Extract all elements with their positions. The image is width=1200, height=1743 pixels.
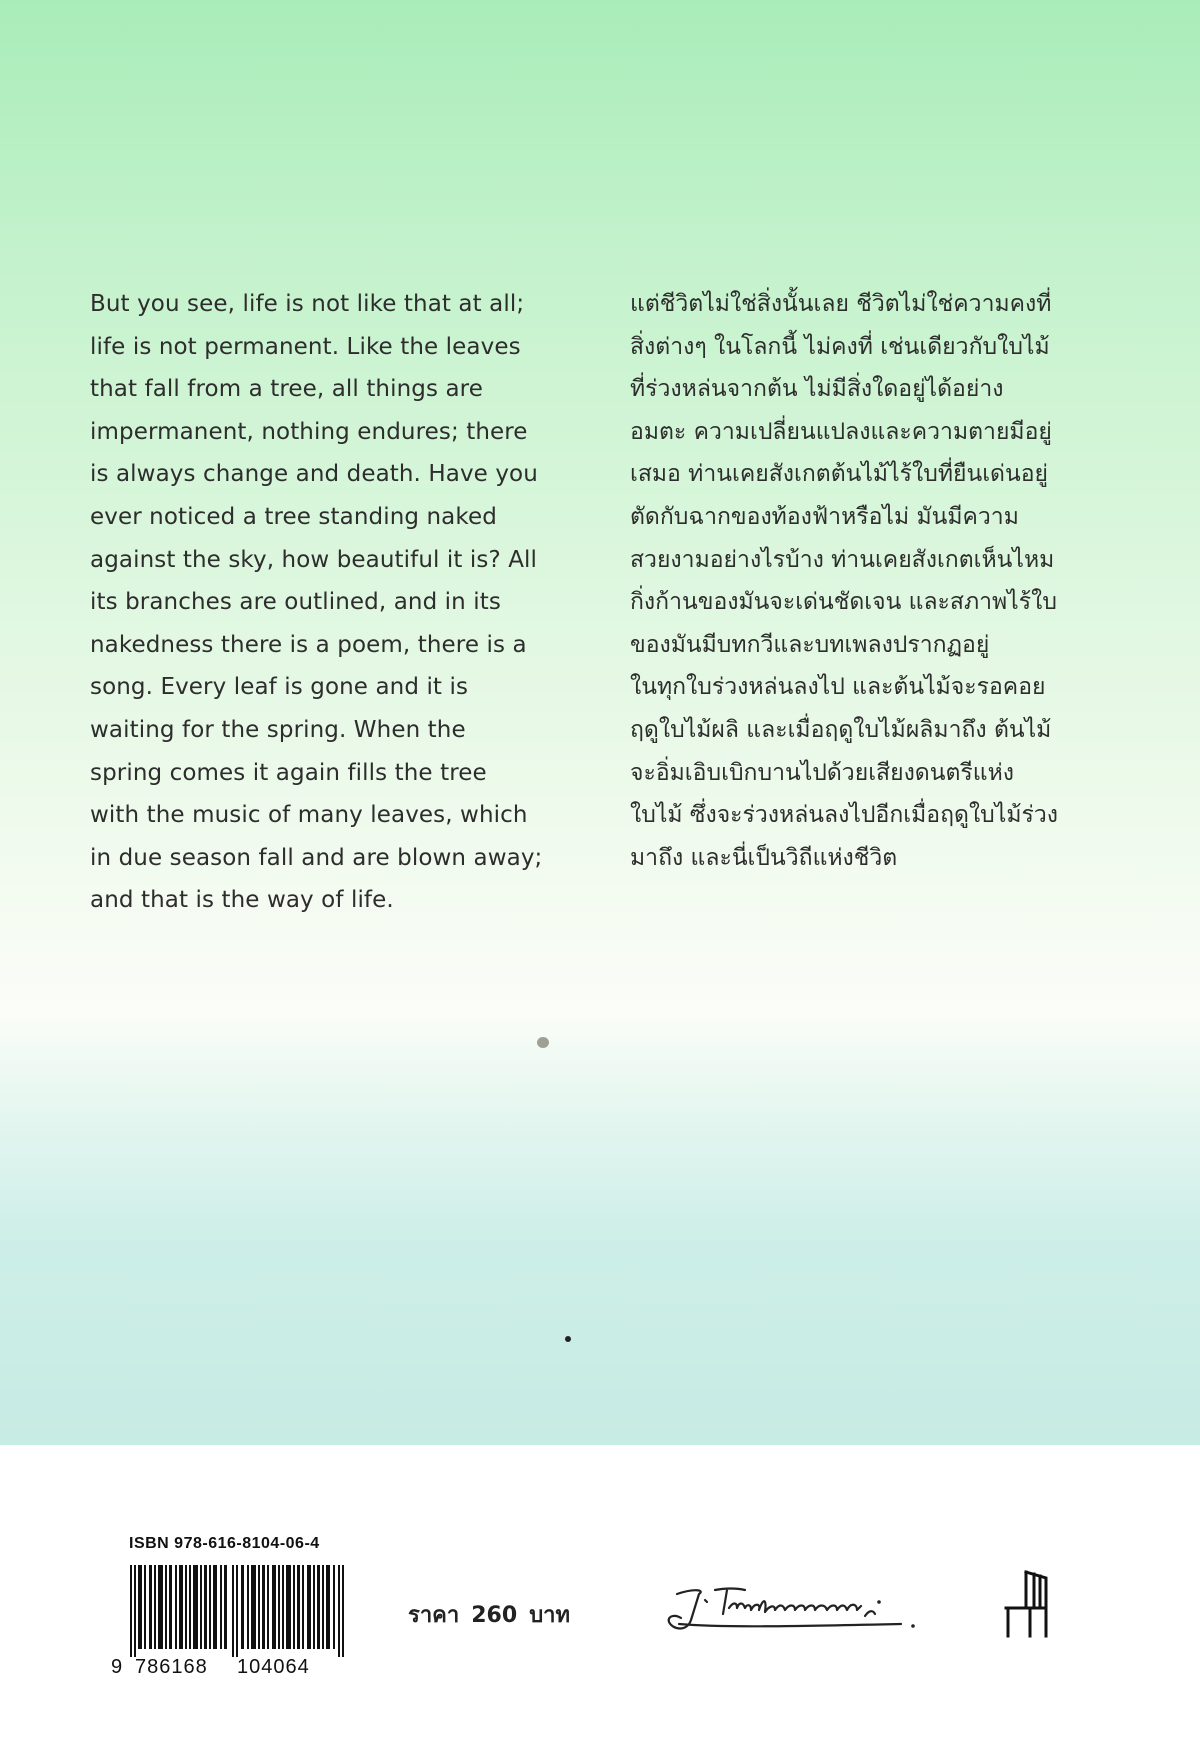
price-amount: 260 — [471, 1603, 518, 1628]
price-currency: บาท — [529, 1603, 571, 1628]
print-speck — [537, 1037, 549, 1048]
price-label: ราคา — [408, 1603, 460, 1628]
chair-icon — [1002, 1568, 1054, 1638]
print-speck — [565, 1336, 571, 1342]
barcode-icon — [130, 1565, 346, 1657]
krishnamurti-signature-icon — [665, 1580, 935, 1640]
english-passage: But you see, life is not like that at all; life is not permanent. Like the leaves that fall from a tree, all things are impermanent, nothing endures; there is always change and death. Have you ever noticed a tree standing naked against the sky, how beautiful it is? All its branches are outlined, and in its nakedness there is a poem, there is a song. Every leaf is gone and it is waiting for the spring. When the spring comes it again fills the tree with the music of many leaves, which in due season fall and are blown away; and that is the way of life. — [90, 291, 543, 914]
barcode-digit-group-1: 786168 — [135, 1656, 208, 1678]
barcode-digit-group-2: 104064 — [237, 1656, 310, 1678]
barcode-digit-first: 9 — [111, 1656, 123, 1678]
price — [408, 1597, 582, 1632]
thai-passage: แต่ชีวิตไม่ใช่สิ่งนั้นเลย ชีวิตไม่ใช่ความคงที่ สิ่งต่างๆ ในโลกนี้ ไม่คงที่ เช่นเดียวกับใบไม้ ที่ร่วงหล่นจากต้น ไม่มีสิ่งใดอยู่ได้อย่าง อมตะ ความเปลี่ยนแปลงและความตายมีอยู่ เสมอ ท่านเคยสังเกตต้นไม้ไร้ใบที่ยืนเด่นอยู่ ตัดกับฉากของท้องฟ้าหรือไม่ มันมีความ สวยงามอย่างไรบ้าง ท่านเคยสังเกตเห็นไหม กิ่งก้านของมันจะเด่นชัดเจน และสภาพไร้ใบ ของมันมีบทกวีและบทเพลงปรากฏอยู่ ในทุกใบร่วงหล่นลงไป และต้นไม้จะรอคอย ฤดูใบไม้ผลิ และเมื่อฤดูใบไม้ผลิมาถึง ต้นไม้ จะอิ่มเอิบเบิกบานไปด้วยเสียงดนตรีแห่ง ใบไม้ ซึ่งจะร่วงหล่นลงไปอีกเมื่อฤดูใบไม้ร่วง มาถึง และนี่เป็นวิถีแห่งชีวิต — [630, 291, 1059, 871]
isbn-label: ISBN 978-616-8104-06-4 — [129, 1535, 320, 1552]
